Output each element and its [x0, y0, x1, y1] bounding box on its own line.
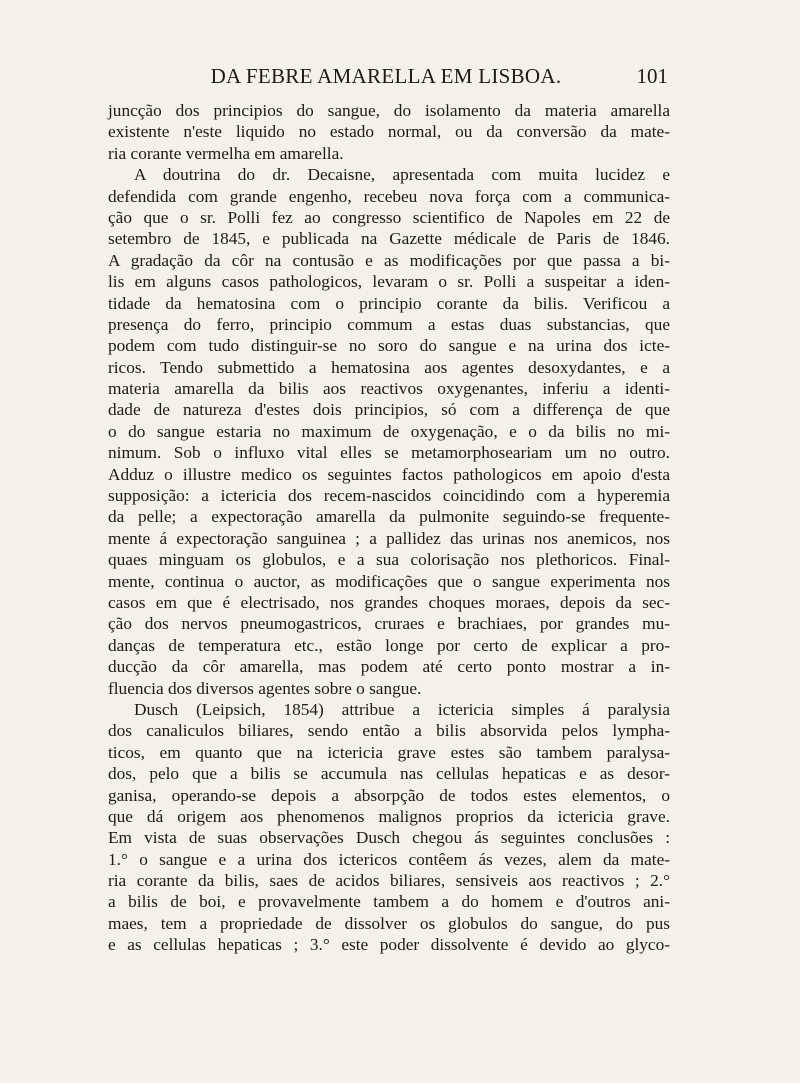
- page-number: 101: [636, 64, 668, 88]
- text-line: fluencia dos diversos agentes sobre o sangue.: [108, 678, 422, 698]
- text-line: o do sangue estaria no maximum de oxygenação, e o da bilis no mi-: [108, 421, 670, 441]
- text-line: ducção da côr amarella, mas podem até certo ponto mostrar a in-: [108, 657, 670, 677]
- text-line: casos em que é electrisado, nos grandes choques moraes, depois da sec-: [108, 592, 670, 612]
- text-line: tidade da hematosina com o principio corante da bilis. Verificou a: [108, 293, 670, 313]
- text-line: dos, pelo que a bilis se accumula nas cellulas hepaticas e as desor-: [108, 764, 670, 784]
- text-line: Adduz o illustre medico os seguintes factos pathologicos em apoio d'esta: [108, 464, 670, 484]
- text-line: podem com tudo distinguir-se no soro do sangue e na urina dos icte-: [108, 336, 670, 356]
- text-line: ção que o sr. Polli fez ao congresso scientifico de Napoles em 22 de: [108, 207, 670, 227]
- text-line: defendida com grande engenho, recebeu nova força com a communica-: [108, 186, 670, 206]
- text-line: a bilis de boi, e provavelmente tambem a do homem e d'outros ani-: [108, 892, 670, 912]
- text-line: 1.° o sangue e a urina dos ictericos contêem ás vezes, alem da mate-: [108, 849, 670, 869]
- text-line: ticos, em quanto que na ictericia grave estes são tambem paralysa-: [108, 742, 670, 762]
- text-line: dos canaliculos biliares, sendo então a bilis absorvida pelos lympha-: [108, 721, 670, 741]
- text-line: ção dos nervos pneumogastricos, cruraes e brachiaes, por grandes mu-: [108, 614, 670, 634]
- text-line: Dusch (Leipsich, 1854) attribue a ictericia simples á paralysia: [134, 699, 670, 719]
- text-line: que dá origem aos phenomenos malignos proprios da ictericia grave.: [108, 806, 670, 826]
- text-line: nimum. Sob o influxo vital elles se metamorphoseariam um no outro.: [108, 443, 670, 463]
- text-line: mente, continua o auctor, as modificações que o sangue experimenta nos: [108, 571, 670, 591]
- text-line: Em vista de suas observações Dusch chegou ás seguintes conclusões :: [108, 828, 670, 848]
- text-line: materia amarella da bilis aos reactivos oxygenantes, inferiu a identi-: [108, 379, 670, 399]
- text-line: setembro de 1845, e publicada na Gazette médicale de Paris de 1846.: [108, 229, 670, 249]
- text-line: supposição: a ictericia dos recem-nascidos coincidindo com a hyperemia: [108, 486, 670, 506]
- text-line: e as cellulas hepaticas ; 3.° este poder dissolvente é devido ao glyco-: [108, 935, 670, 955]
- text-line: ganisa, operando-se depois a absorpção de todos estes elementos, o: [108, 785, 670, 805]
- text-line: juncção dos principios do sangue, do isolamento da materia amarella: [108, 101, 670, 120]
- text-line: dade de natureza d'estes dois principios, só com a differença de que: [108, 400, 670, 420]
- text-line: A gradação da côr na contusão e as modificações por que passa a bi-: [108, 250, 670, 270]
- text-line: A doutrina do dr. Decaisne, apresentada com muita lucidez e: [134, 165, 670, 185]
- text-line: presença do ferro, principio commum a estas duas substancias, que: [108, 314, 670, 334]
- text-line: ria corante vermelha em amarella.: [108, 143, 344, 163]
- text-line: mente á expectoração sanguinea ; a pallidez das urinas nos anemicos, nos: [108, 528, 670, 548]
- text-line: maes, tem a propriedade de dissolver os globulos do sangue, do pus: [108, 913, 670, 933]
- body-text: [108, 100, 670, 956]
- text-line: da pelle; a expectoração amarella da pulmonite seguindo-se frequente-: [108, 507, 670, 527]
- text-line: ricos. Tendo submettido a hematosina aos agentes desoxydantes, e a: [108, 357, 670, 377]
- text-line: lis em alguns casos pathologicos, levaram o sr. Polli a suspeitar a iden-: [108, 272, 670, 292]
- running-title: DA FEBRE AMARELLA EM LISBOA.: [210, 64, 562, 88]
- text-line: quaes minguam os globulos, e a sua colorisação nos plethoricos. Final-: [108, 550, 670, 570]
- text-line: existente n'este liquido no estado normal, ou da conversão da mate-: [108, 122, 670, 142]
- text-line: ria corante da bilis, saes de acidos biliares, sensiveis aos reactivos ; 2.°: [108, 871, 670, 891]
- running-header: [104, 64, 668, 94]
- text-line: danças de temperatura etc., estão longe por certo de explicar a pro-: [108, 635, 670, 655]
